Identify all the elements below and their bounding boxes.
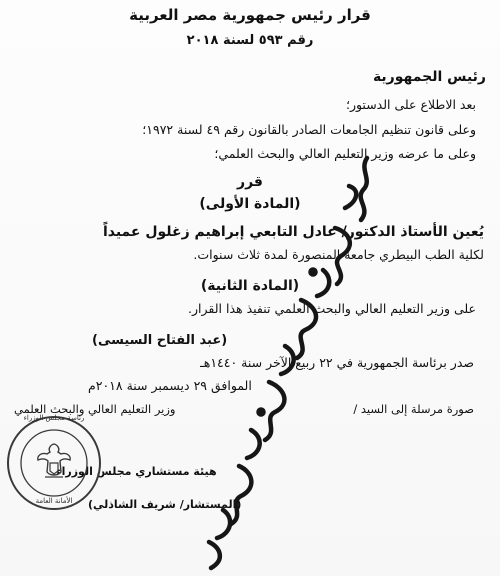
article-one-body-line1: يُعين الأستاذ الدكتور/ عادل التابعي إبراهيم زغلول عميداً [102, 224, 484, 240]
seal-top-text: رئاسة مجلس الوزراء [23, 414, 85, 422]
article-one-title: (المادة الأولى) [199, 196, 301, 212]
copy-recipient-label: صورة مرسلة إلى السيد / [353, 402, 474, 416]
article-two-body: على وزير التعليم العالي والبحث العلمي تنفيذ هذا القرار. [188, 301, 476, 316]
issued-date-hijri: صدر برئاسة الجمهورية في ٢٢ ربيع الآخر سنة ١٤٤٠هـ [200, 355, 474, 370]
copy-recipient-minister: وزير التعليم العالي والبحث العلمي [14, 402, 176, 416]
article-one-body-line2: لكلية الطب البيطري جامعة المنصورة لمدة ثلاث سنوات. [193, 247, 484, 262]
counsel-name: (المستشار/ شريف الشاذلي) [88, 498, 242, 511]
preamble-constitution: بعد الاطلاع على الدستور؛ [345, 97, 476, 112]
signer-name: (عبد الفتاح السيسى) [92, 333, 228, 348]
decided-heading: قرر [237, 174, 263, 190]
issued-date-gregorian: الموافق ٢٩ ديسمبر سنة ٢٠١٨م [88, 378, 252, 393]
preamble-universities-law: وعلى قانون تنظيم الجامعات الصادر بالقانون رقم ٤٩ لسنة ١٩٧٢؛ [142, 122, 476, 137]
president-heading: رئيس الجمهورية [372, 69, 486, 85]
article-two-title: (المادة الثانية) [200, 278, 300, 294]
decree-number: رقم ٥٩٣ لسنة ٢٠١٨ [186, 33, 314, 48]
preamble-minister-proposal: وعلى ما عرضه وزير التعليم العالي والبحث العلمي؛ [214, 146, 476, 161]
decree-title: قرار رئيس جمهورية مصر العربية [129, 6, 371, 24]
seal-bottom-text: الأمانة العامة [35, 497, 73, 505]
authority-name: هيئة مستشاري مجلس الوزراء [56, 465, 217, 478]
